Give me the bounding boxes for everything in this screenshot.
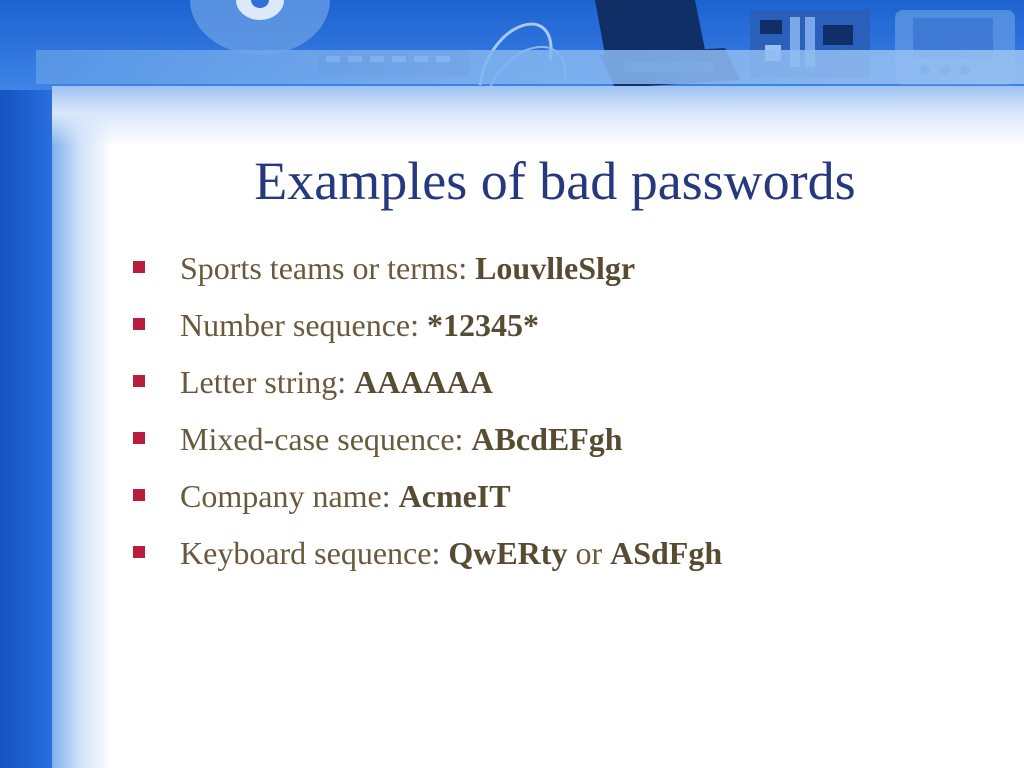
bullet-example: AAAAAA bbox=[354, 364, 493, 400]
banner-strip bbox=[36, 50, 1024, 84]
bullet-text: Letter string: bbox=[180, 364, 355, 400]
bullet-item-number-sequence bbox=[130, 301, 722, 358]
bullet-text: Mixed-case sequence: bbox=[180, 421, 472, 457]
bullet-item-letter-string bbox=[130, 358, 722, 415]
bullet-item-company-name bbox=[130, 472, 722, 529]
square-bullet-icon bbox=[133, 432, 145, 444]
left-frame-band bbox=[0, 0, 52, 768]
bullet-example: *12345* bbox=[427, 307, 540, 343]
square-bullet-icon bbox=[133, 375, 145, 387]
bullet-example-2: ASdFgh bbox=[610, 535, 723, 571]
square-bullet-icon bbox=[133, 261, 145, 273]
bullet-item-sports bbox=[130, 244, 722, 301]
bullet-text: Company name: bbox=[180, 478, 399, 514]
square-bullet-icon bbox=[133, 489, 145, 501]
bullet-example: ABcdEFgh bbox=[471, 421, 623, 457]
bullet-example: LouvlleSlgr bbox=[475, 250, 636, 286]
bullet-example: AcmeIT bbox=[398, 478, 511, 514]
bullet-joiner: or bbox=[567, 535, 611, 571]
bullet-item-keyboard-sequence bbox=[130, 529, 722, 586]
bullet-item-mixed-case bbox=[130, 415, 722, 472]
bullet-list bbox=[130, 244, 722, 586]
square-bullet-icon bbox=[133, 318, 145, 330]
slide-title: Examples of bad passwords bbox=[254, 151, 856, 211]
bullet-example: QwERty bbox=[448, 535, 568, 571]
header-banner bbox=[0, 0, 1024, 90]
square-bullet-icon bbox=[133, 546, 145, 558]
bullet-text: Keyboard sequence: bbox=[180, 535, 449, 571]
bullet-text: Sports teams or terms: bbox=[180, 250, 476, 286]
bullet-text: Number sequence: bbox=[180, 307, 428, 343]
